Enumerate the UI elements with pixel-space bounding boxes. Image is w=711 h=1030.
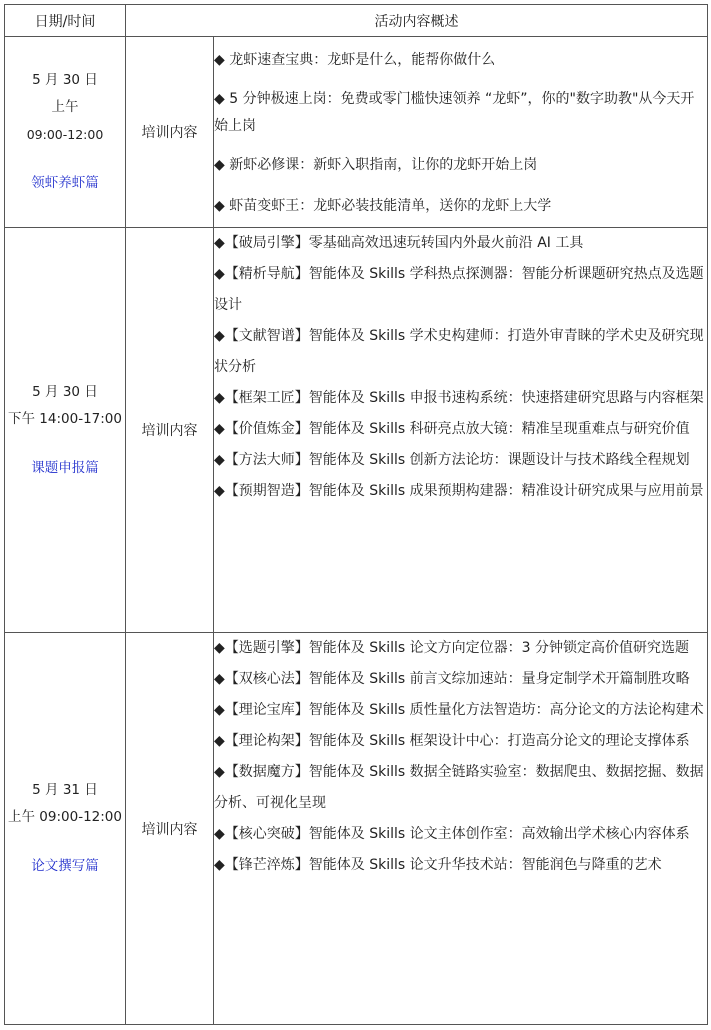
type-cell: 培训内容 xyxy=(126,37,214,228)
header-content: 活动内容概述 xyxy=(126,5,708,37)
date-period: 下午 14:00-17:00 xyxy=(8,410,122,427)
date-day: 5 月 30 日 xyxy=(32,383,98,400)
list-item: ◆ 5 分钟极速上岗：免费或零门槛快速领养 “龙虾”，你的"数字助教"从今天开始上岗 xyxy=(214,91,695,134)
date-day: 5 月 30 日 xyxy=(32,72,98,88)
type-cell: 培训内容 xyxy=(126,633,214,1025)
list-item: ◆【框架工匠】智能体及 Skills 申报书速构系统：快速搭建研究思路与内容框架 xyxy=(214,390,704,406)
list-item: ◆【核心突破】智能体及 Skills 论文主体创作室：高效输出学术核心内容体系 xyxy=(214,826,690,842)
table-row xyxy=(5,37,708,228)
table-header-row xyxy=(5,5,708,37)
date-cell xyxy=(5,633,126,1025)
section-title: 课题申报篇 xyxy=(31,459,99,476)
list-item: ◆【价值炼金】智能体及 Skills 科研亮点放大镜：精准呈现重难点与研究价值 xyxy=(214,421,690,437)
list-item: ◆【数据魔方】智能体及 Skills 数据全链路实验室：数据爬虫、数据挖掘、数据分析、可视化呈现 xyxy=(214,764,704,811)
list-item: ◆【精析导航】智能体及 Skills 学科热点探测器：智能分析课题研究热点及选题设计 xyxy=(214,266,704,313)
type-cell: 培训内容 xyxy=(126,228,214,633)
date-day: 5 月 31 日 xyxy=(32,782,98,798)
list-item: ◆【破局引擎】零基础高效迅速玩转国内外最火前沿 AI 工具 xyxy=(214,235,584,251)
content-cell xyxy=(214,633,708,1025)
content-cell xyxy=(214,37,708,228)
date-period: 上午 xyxy=(51,99,79,115)
list-item: ◆【选题引擎】智能体及 Skills 论文方向定位器：3 分钟锁定高价值研究选题 xyxy=(214,640,689,656)
date-cell xyxy=(5,228,126,633)
section-title: 领虾养虾篇 xyxy=(31,175,99,191)
content-cell xyxy=(214,228,708,633)
table-row xyxy=(5,228,708,633)
list-item: ◆【锋芒淬炼】智能体及 Skills 论文升华技术站：智能润色与降重的艺术 xyxy=(214,857,662,873)
list-item: ◆【方法大师】智能体及 Skills 创新方法论坊：课题设计与技术路线全程规划 xyxy=(214,452,690,468)
header-date: 日期/时间 xyxy=(5,5,126,37)
list-item: ◆【双核心法】智能体及 Skills 前言文综加速站：量身定制学术开篇制胜攻略 xyxy=(214,671,690,687)
list-item: ◆ 新虾必修课：新虾入职指南，让你的龙虾开始上岗 xyxy=(214,157,538,173)
list-item: ◆【预期智造】智能体及 Skills 成果预期构建器：精准设计研究成果与应用前景 xyxy=(214,483,704,499)
list-item: ◆ 虾苗变虾王：龙虾必装技能清单，送你的龙虾上大学 xyxy=(214,198,552,214)
list-item: ◆ 龙虾速查宝典：龙虾是什么，能帮你做什么 xyxy=(214,52,496,68)
list-item: ◆【文献智谱】智能体及 Skills 学术史构建师：打造外审青睐的学术史及研究现状分析 xyxy=(214,328,704,375)
date-time: 09:00-12:00 xyxy=(26,127,104,142)
list-item: ◆【理论构架】智能体及 Skills 框架设计中心：打造高分论文的理论支撑体系 xyxy=(214,733,690,749)
schedule-table xyxy=(4,4,708,1025)
table-row xyxy=(5,633,708,1025)
list-item: ◆【理论宝库】智能体及 Skills 质性量化方法智造坊：高分论文的方法论构建术 xyxy=(214,702,704,718)
section-title: 论文撰写篇 xyxy=(31,858,99,874)
date-cell xyxy=(5,37,126,228)
date-period: 上午 09:00-12:00 xyxy=(8,809,122,825)
